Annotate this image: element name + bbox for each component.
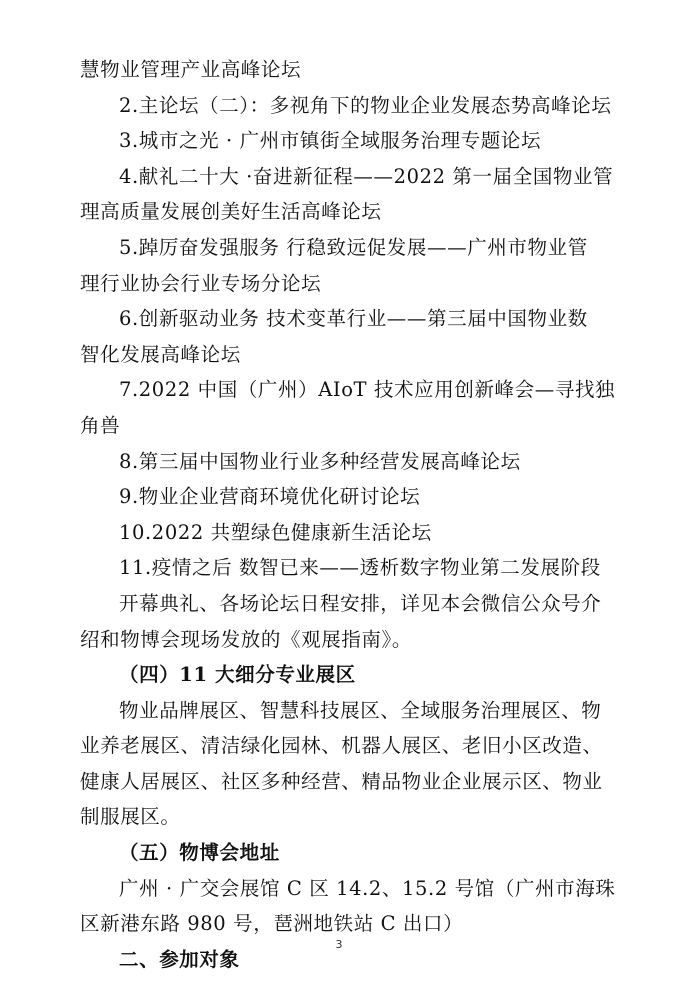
text-line: 理高质量发展创美好生活高峰论坛 xyxy=(80,200,382,224)
body-text xyxy=(80,52,615,977)
forum-item-2: 2.主论坛（二）：多视角下的物业企业发展态势高峰论坛 xyxy=(119,93,612,117)
forum-item-10: 10.2022 共塑绿色健康新生活论坛 xyxy=(119,520,432,544)
forum-item-8: 8.第三届中国物业行业多种经营发展高峰论坛 xyxy=(119,449,521,473)
forum-item-5: 5.踔厉奋发强服务 行稳致远促发展——广州市物业管 xyxy=(119,235,588,259)
forum-item-9: 9.物业企业营商环境优化研讨论坛 xyxy=(119,485,421,509)
forum-item-3: 3.城市之光 · 广州市镇街全域服务治理专题论坛 xyxy=(119,129,542,153)
text-line: 健康人居展区、社区多种经营、精品物业企业展示区、物业 xyxy=(80,769,603,793)
text-line: 绍和物博会现场发放的《观展指南》。 xyxy=(80,627,412,651)
text-line: 业养老展区、清洁绿化园林、机器人展区、老旧小区改造、 xyxy=(80,734,603,758)
exhibit-areas-paragraph: 物业品牌展区、智慧科技展区、全域服务治理展区、物 xyxy=(119,698,602,722)
text-line: 理行业协会行业专场分论坛 xyxy=(80,271,322,295)
section-heading-venue-address: （五）物博会地址 xyxy=(119,841,280,865)
text-line: 智化发展高峰论坛 xyxy=(80,342,241,366)
text-line: 区新港东路 980 号，琶洲地铁站 C 出口） xyxy=(80,912,464,936)
venue-address: 广州 · 广交会展馆 C 区 14.2、15.2 号馆（广州市海珠 xyxy=(119,876,616,900)
text-line: 慧物业管理产业高峰论坛 xyxy=(80,58,302,81)
section-heading-participants: 二、参加对象 xyxy=(119,947,240,971)
forum-item-7: 7.2022 中国（广州）AIoT 技术应用创新峰会—寻找独 xyxy=(119,378,616,402)
text-line: 角兽 xyxy=(80,413,121,437)
page-number: 3 xyxy=(335,938,343,951)
text-line: 制服展区。 xyxy=(80,805,181,829)
section-heading-exhibit-areas: （四）11 大细分专业展区 xyxy=(119,663,356,687)
forum-item-11: 11.疫情之后 数智已来——透析数字物业第二发展阶段 xyxy=(119,556,601,580)
forum-item-4: 4.献礼二十大 ·奋进新征程——2022 第一届全国物业管 xyxy=(119,164,614,188)
forum-item-6: 6.创新驱动业务 技术变革行业——第三届中国物业数 xyxy=(119,307,588,331)
schedule-note: 开幕典礼、各场论坛日程安排，详见本会微信公众号介 xyxy=(119,591,602,615)
